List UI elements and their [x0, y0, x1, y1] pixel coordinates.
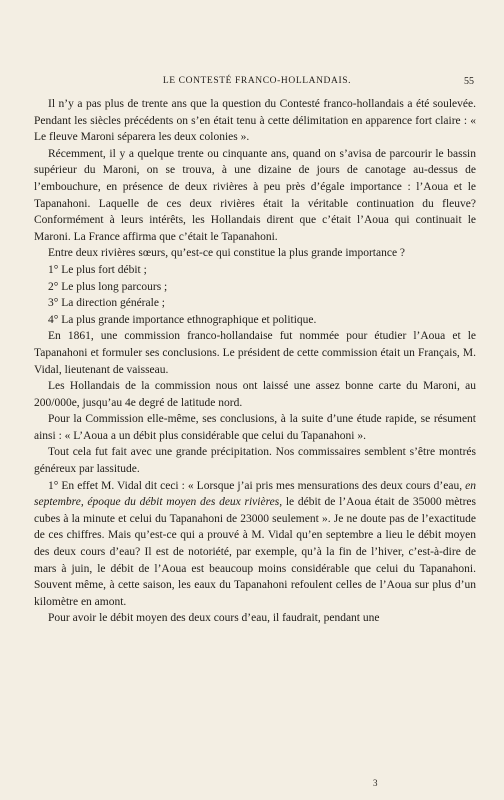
page-body — [34, 96, 476, 627]
paragraph-commission: En 1861, une commission franco-hollandaise fut nommée pour étudier l’Aoua et le Tapanahoni et formuler ses conclusions. Le président de cette commission était un Français, M. Vidal, lieutenant de vaisseau. — [34, 330, 476, 376]
criterion-item: 4° La plus grande importance ethnographique et politique. — [48, 313, 317, 326]
paragraph-rivers: Récemment, il y a quelque trente ou cinquante ans, quand on s’avisa de parcourir le bassin supérieur du Maroni, on se trouva, à une dizaine de jours de canotage au-dessus de l’embouchure, en présence de deux rivières à peu près d’égale importance : l’Aoua et le Tapanahoni. Laquelle de ces deux rivières était la véritable continuation du fleuve? Conformément à leurs intérêts, les Hollandais dirent que c’était l’Aoua qui continuait le Maroni. La France affirma que c’était le Tapanahoni. — [34, 147, 476, 243]
criterion-item: 3° La direction générale ; — [48, 297, 165, 310]
running-head-title: LE CONTESTÉ FRANCO-HOLLANDAIS. — [162, 76, 352, 86]
paragraph-question: Entre deux rivières sœurs, qu’est-ce qui constitue la plus grande importance ? — [48, 247, 406, 260]
paragraph-last: Pour avoir le débit moyen des deux cours d’eau, il faudrait, pendant une — [48, 612, 380, 625]
point-one-italic: en septembre, époque du débit moyen des deux rivières, — [34, 479, 476, 509]
paragraph-map: Les Hollandais de la commission nous ont laissé une assez bonne carte du Maroni, au 200/000e, jusqu’au 4e degré de latitude nord. — [34, 380, 476, 409]
point-one-text: 1° En effet M. Vidal dit ceci : « Lorsque j’ai pris mes mensurations des deux cours d’eau, — [48, 479, 466, 492]
paragraph-point-one — [34, 478, 476, 611]
paragraph-intro: Il n’y a pas plus de trente ans que la question du Contesté franco-hollandais a été soulevée. Pendant les siècles précédents on s’en était tenu à cette délimitation en apparence fort claire : « Le fleuve Maroni séparera les deux colonies ». — [34, 98, 476, 144]
running-head — [34, 76, 480, 90]
paragraph-haste: Tout cela fut fait avec une grande précipitation. Nos commissaires semblent s’être montrés généreux par lassitude. — [34, 446, 476, 476]
point-one-text-rest: le débit de l’Aoua était de 35000 mètres cubes à la minute et celui du Tapanahoni de 23000 seulement ». Je ne doute pas de l’exactitude de ces chiffres. Mais qu’est-ce qui a prouvé à M. Vidal qu’en septembre a lieu le débit moyen des deux cours d’eau? Il est de notoriété, par exemple, qu’à la fin de l’hiver, c’est-à-dire de mars à juin, le débit de l’Aoua est beaucoup moins considérable que celui du Tapanahoni. Souvent même, à cette saison, les eaux du Tapanahoni refoulent celles de l’Aoua sur plus d’un kilomètre en amont. — [34, 496, 476, 608]
criterion-item: 1° Le plus fort débit ; — [48, 263, 147, 276]
signature-mark: 3 — [373, 778, 378, 788]
page-number: 55 — [464, 76, 474, 87]
paragraph-conclusions: Pour la Commission elle-même, ses conclusions, à la suite d’une étude rapide, se résument ainsi : « L’Aoua a un débit plus considérable que celui du Tapanahoni ». — [34, 413, 476, 442]
criterion-item: 2° Le plus long parcours ; — [48, 280, 168, 293]
